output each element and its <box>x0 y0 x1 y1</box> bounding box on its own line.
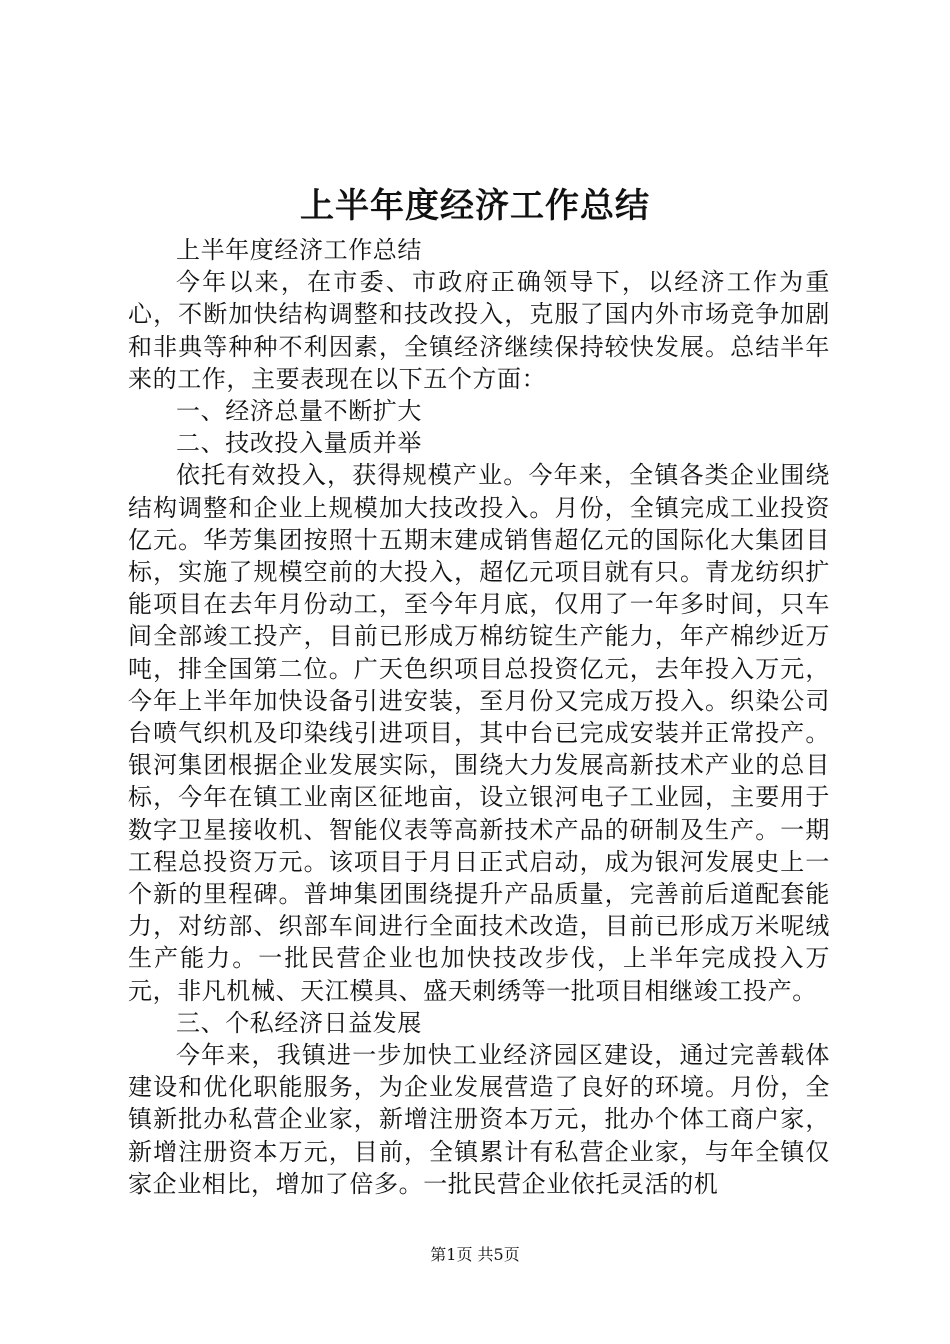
paragraph-section-2: 依托有效投入，获得规模产业。今年来，全镇各类企业围绕结构调整和企业上规模加大技改投入。月份，全镇完成工业投资亿元。华芳集团按照十五期末建成销售超亿元的国际化大集团目标，实施了规模空前的大投入，超亿元项目就有只。青龙纺织扩能项目在去年月份动工，至今年月底，仅用了一年多时间，只车间全部竣工投产，目前已形成万棉纺锭生产能力，年产棉纱近万吨，排全国第二位。广天色织项目总投资亿元，去年投入万元，今年上半年加快设备引进安装，至月份又完成万投入。织染公司台喷气织机及印染线引进项目，其中台已完成安装并正常投产。银河集团根据企业发展实际，围绕大力发展高新技术产业的总目标，今年在镇工业南区征地亩，设立银河电子工业园，主要用于数字卫星接收机、智能仪表等高新技术产品的研制及生产。一期工程总投资万元。该项目于月日正式启动，成为银河发展史上一个新的里程碑。普坤集团围绕提升产品质量，完善前后道配套能力，对纺部、织部车间进行全面技术改造，目前已形成万米呢绒生产能力。一批民营企业也加快技改步伐，上半年完成投入万元，非凡机械、天江模具、盛天刺绣等一批项目相继竣工投产。 <box>128 461 830 1005</box>
paragraph-section-3: 今年来，我镇进一步加快工业经济园区建设，通过完善载体建设和优化职能服务，为企业发展营造了良好的环境。月份，全镇新批办私营企业家，新增注册资本万元，批办个体工商户家，新增注册资本万元，目前，全镇累计有私营企业家，与年全镇仅家企业相比，增加了倍多。一批民营企业依托灵活的机 <box>128 1041 830 1198</box>
section-heading-2: 二、技改投入量质并举 <box>176 429 422 458</box>
document-title: 上半年度经济工作总结 <box>300 186 650 226</box>
page-number-footer: 第1页 共5页 <box>430 1245 520 1264</box>
paragraph-intro: 今年以来，在市委、市政府正确领导下，以经济工作为重心，不断加快结构调整和技改投入，克服了国内外市场竞争加剧和非典等种种不利因素，全镇经济继续保持较快发展。总结半年来的工作，主要表现在以下五个方面： <box>128 268 830 393</box>
document-body <box>128 234 830 1200</box>
paragraph-subtitle: 上半年度经济工作总结 <box>176 236 422 264</box>
section-heading-1: 一、经济总量不断扩大 <box>176 397 422 426</box>
section-heading-3: 三、个私经济日益发展 <box>176 1008 422 1037</box>
